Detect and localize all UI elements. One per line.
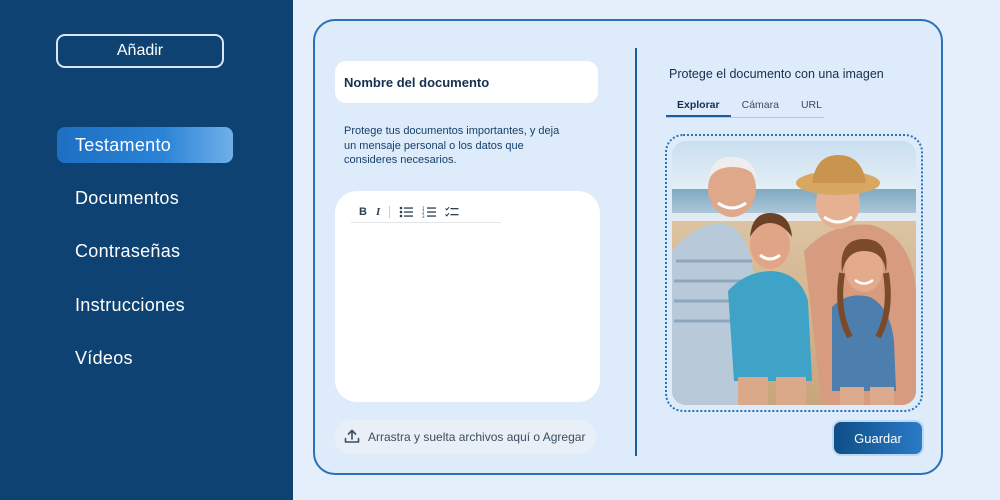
sidebar-item-videos[interactable] (57, 340, 233, 376)
sidebar-item-label: Instrucciones (75, 294, 185, 315)
image-dropzone[interactable] (665, 134, 923, 412)
toolbar-divider (389, 206, 390, 218)
editor-toolbar (351, 201, 501, 223)
sidebar-item-testamento[interactable] (57, 127, 233, 163)
sidebar-item-instrucciones[interactable] (57, 287, 233, 323)
rich-text-editor (335, 191, 600, 402)
sidebar-item-label: Vídeos (75, 347, 133, 368)
family-photo (672, 141, 916, 405)
document-name-field[interactable]: Nombre del documento (335, 61, 598, 103)
image-section-title: Protege el documento con una imagen (669, 67, 884, 81)
sidebar-item-documentos[interactable] (57, 180, 233, 216)
checklist-icon[interactable] (445, 206, 459, 218)
main-area (293, 0, 1000, 500)
add-button[interactable]: Añadir (56, 34, 224, 68)
sidebar-item-label: Testamento (75, 134, 172, 155)
sidebar-item-contrasenas[interactable] (57, 233, 233, 269)
italic-icon[interactable]: I (375, 205, 381, 218)
svg-text:1: 1 (422, 205, 425, 211)
save-button[interactable]: Guardar (834, 422, 922, 454)
numbered-list-icon[interactable] (422, 206, 436, 218)
editor-text-area[interactable] (351, 231, 583, 386)
svg-text:2: 2 (422, 209, 425, 215)
description-text: Protege tus documentos importantes, y deja un mensaje personal o los datos que consideres necesarios. (344, 125, 560, 166)
image-source-tabs (666, 94, 824, 118)
tab-explorar[interactable]: Explorar (666, 94, 731, 117)
sidebar-item-label: Documentos (75, 187, 180, 208)
upload-icon (344, 428, 360, 447)
document-card (313, 19, 943, 475)
tab-url[interactable]: URL (800, 99, 822, 111)
svg-text:3: 3 (422, 213, 425, 218)
sidebar (0, 0, 293, 500)
upload-dropzone[interactable] (334, 420, 596, 454)
bold-icon[interactable]: B (359, 205, 367, 218)
vertical-divider (635, 48, 637, 456)
sidebar-item-label: Contraseñas (75, 240, 181, 261)
tab-camara[interactable]: Cámara (741, 99, 779, 111)
bullet-list-icon[interactable] (399, 206, 413, 218)
upload-text: Arrastra y suelta archivos aquí o Agregar (368, 430, 586, 444)
